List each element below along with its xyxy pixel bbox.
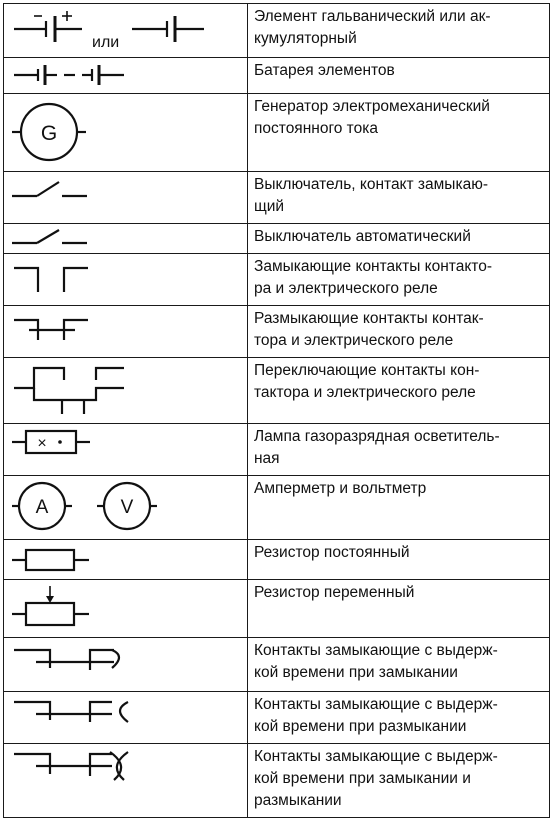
description-cell: [248, 254, 550, 306]
description-line: Контакты замыкающие с выдерж-: [254, 748, 498, 765]
description-cell: [248, 692, 550, 744]
symbol-cell: [4, 540, 248, 580]
ammeter-letter: A: [35, 497, 49, 518]
description-line: Лампа газоразрядная осветитель-: [254, 428, 500, 445]
description-line: щий: [254, 198, 285, 215]
symbol-cell: [4, 172, 248, 224]
description-line: Элемент гальванический или ак-: [254, 8, 491, 25]
generator-letter: G: [40, 122, 58, 145]
table-row: [4, 540, 550, 580]
description-line: Замыкающие контакты контакто-: [254, 258, 493, 275]
dc-generator-symbol: [4, 94, 247, 172]
description-line: Батарея элементов: [254, 62, 395, 79]
table-row: [4, 4, 550, 58]
symbol-cell: [4, 58, 248, 94]
description-line: кумуляторный: [254, 30, 357, 47]
make-contacts-relay-symbol: [4, 254, 247, 306]
table-row: [4, 58, 550, 94]
description-cell: [248, 744, 550, 818]
symbol-cell: [4, 358, 248, 424]
circuit-breaker-symbol: [4, 224, 247, 254]
description-line: ра и электрического реле: [254, 280, 438, 297]
description-cell: [248, 172, 550, 224]
description-line: постоянного тока: [254, 120, 378, 137]
time-delay-closing-symbol: [4, 638, 247, 692]
description-cell: [248, 224, 550, 254]
description-line: Переключающие контакты кон-: [254, 362, 480, 379]
description-cell: [248, 358, 550, 424]
table-row: [4, 358, 550, 424]
description-line: Выключатель автоматический: [254, 228, 471, 245]
changeover-contacts-symbol: [4, 358, 247, 424]
voltmeter-letter: V: [120, 497, 134, 518]
table-row: [4, 94, 550, 172]
table-row: [4, 224, 550, 254]
description-line: Размыкающие контакты контак-: [254, 310, 484, 327]
description-line: размыкании: [254, 792, 342, 809]
description-line: тора и электрического реле: [254, 332, 454, 349]
description-line: Генератор электромеханический: [254, 98, 490, 115]
table-row: [4, 172, 550, 224]
description-line: кой времени при размыкании: [254, 718, 467, 735]
discharge-lamp-symbol: [4, 424, 247, 476]
variable-resistor-symbol: [4, 580, 247, 638]
battery-cell-symbol: [4, 4, 247, 58]
symbol-cell: [4, 638, 248, 692]
symbol-cell: [4, 744, 248, 818]
description-line: Контакты замыкающие с выдерж-: [254, 696, 498, 713]
description-cell: [248, 306, 550, 358]
fixed-resistor-symbol: [4, 540, 247, 580]
description-line: тактора и электрического реле: [254, 384, 476, 401]
table-row: [4, 692, 550, 744]
table-row: [4, 424, 550, 476]
symbol-cell: [4, 692, 248, 744]
description-line: Резистор постоянный: [254, 544, 410, 561]
description-cell: [248, 424, 550, 476]
time-delay-opening-symbol: [4, 692, 247, 744]
battery-of-cells-symbol: [4, 58, 247, 94]
description-line: Контакты замыкающие с выдерж-: [254, 642, 498, 659]
description-cell: [248, 58, 550, 94]
description-cell: [248, 4, 550, 58]
description-line: кой времени при замыкании и: [254, 770, 471, 787]
description-line: Амперметр и вольтметр: [254, 480, 427, 497]
symbol-cell: [4, 580, 248, 638]
table-row: [4, 744, 550, 818]
symbol-cell: [4, 306, 248, 358]
description-cell: [248, 94, 550, 172]
description-cell: [248, 580, 550, 638]
svg-text:×: ×: [37, 435, 47, 452]
description-line: Резистор переменный: [254, 584, 415, 601]
description-cell: [248, 540, 550, 580]
table-row: [4, 476, 550, 540]
or-label: или: [92, 34, 120, 51]
symbol-cell: [4, 224, 248, 254]
table-row: [4, 580, 550, 638]
table-row: [4, 254, 550, 306]
symbol-cell: [4, 4, 248, 58]
description-line: Выключатель, контакт замыкаю-: [254, 176, 488, 193]
symbol-cell: [4, 94, 248, 172]
description-cell: [248, 476, 550, 540]
time-delay-both-symbol: [4, 744, 247, 818]
symbol-cell: [4, 476, 248, 540]
table-row: [4, 306, 550, 358]
legend-table: [3, 3, 550, 818]
description-line: кой времени при замыкании: [254, 664, 458, 681]
description-line: ная: [254, 450, 280, 467]
symbol-cell: [4, 424, 248, 476]
symbol-cell: [4, 254, 248, 306]
switch-make-contact-symbol: [4, 172, 247, 224]
table-row: [4, 638, 550, 692]
break-contacts-relay-symbol: [4, 306, 247, 358]
ammeter-voltmeter-symbols: [4, 476, 247, 540]
description-cell: [248, 638, 550, 692]
